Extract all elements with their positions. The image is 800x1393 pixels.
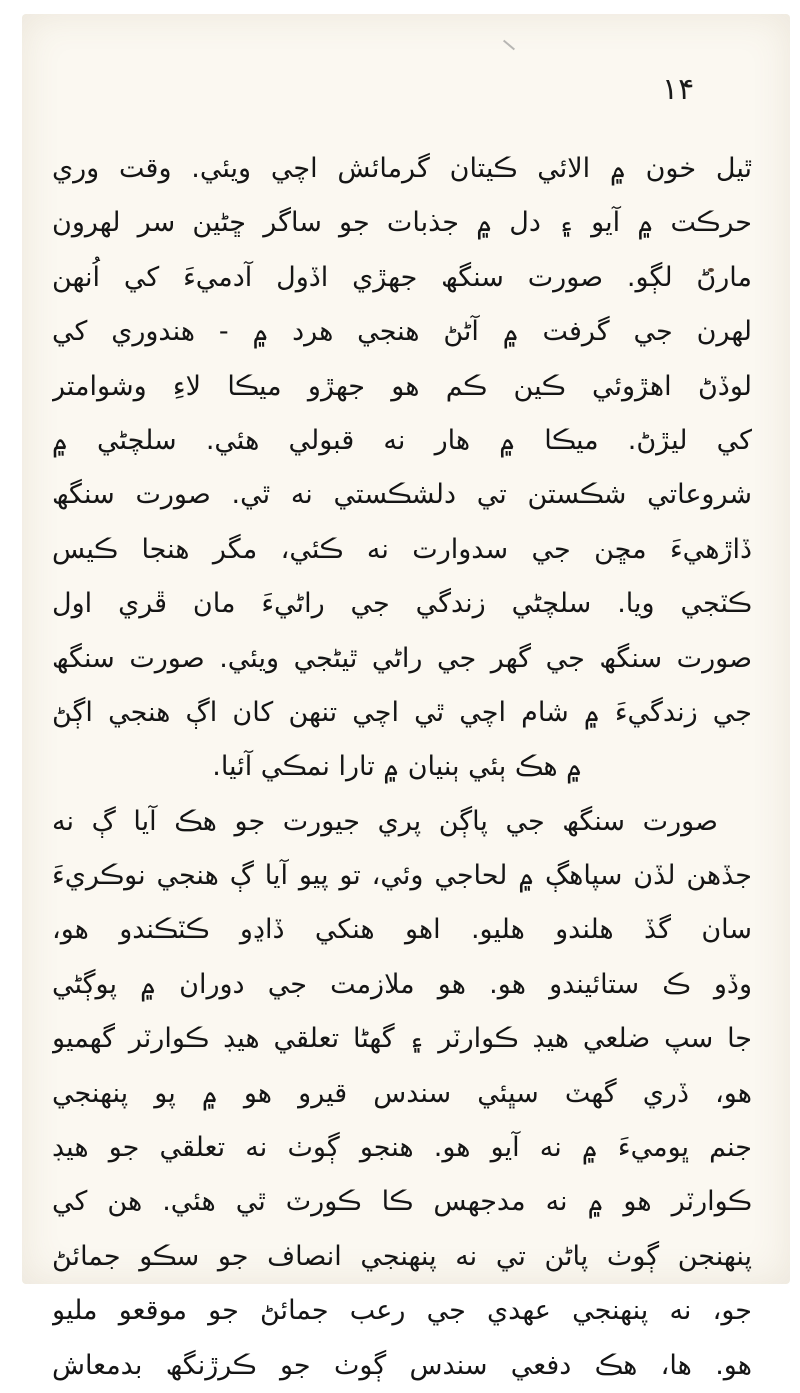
text-line: جنم ڀوميءَ ۾ نه آيو هو. هنجو ڳوٺ نه تعلقي جو هيڊ [52, 1132, 752, 1164]
text-line: مارڻ لڳو. صورت سنگھ جهڙي اڏول آدميءَ کي اُنهن [52, 261, 752, 293]
page-number: ١۴ [662, 72, 695, 107]
text-line-paragraph-start: صورت سنگھ جي پاڳن پري جيورت جو هڪ آيا ڳ نه [52, 805, 718, 837]
text-line: ڏاڙهيءَ مڇن جي سدوارت نه ڪئي، مگر هنجا ڪيس [52, 533, 752, 565]
text-line: هو. ها، هڪ دفعي سندس ڳوٺ جو ڪرڙنگھ بدمعاش [52, 1349, 752, 1381]
text-line: لهرن جي گرفت ۾ آڻڻ هنجي هرد ۾ - هندوري کي [52, 316, 752, 348]
text-line: کي ليڙڻ. ميڪا ۾ هار نه قبولي هئي. سلچڻي ۾ [52, 424, 752, 456]
text-line: ڪٽجي ويا. سلچڻي زندگي جي راڻيءَ مان ڦري اول [52, 588, 752, 620]
text-line: سان گڏ هلندو هليو. اهو هنکي ڏاڍو ڪٽڪندو هو، [52, 914, 752, 946]
text-line: جا سپ ضلعي هيڊ ڪوارٽر ۽ گهڻا تعلقي هيڊ ڪوارٽر گهميو [52, 1023, 752, 1055]
text-line-paragraph-end: ۾ هڪ ٻئي ٻنيان ۾ تارا نمڪي آئيا. [212, 751, 582, 783]
book-page [22, 14, 790, 1381]
text-line: جي زندگيءَ ۾ شام اچي ٿي اچي تنهن کان اڳ هنجي اڳڻ [52, 696, 752, 728]
text-line: جڏهن لڏن سپاهڳ ۾ لحاجي وئي، تو پيو آيا ڳ هنجي نوڪريءَ [52, 860, 752, 892]
body-text [52, 142, 752, 1393]
text-line: صورت سنگھ جي گهر جي راڻي ٿيڻجي ويئي. صورت سنگھ [52, 642, 752, 674]
text-line: شروعاتي شڪستن تي دلشڪستي نه ٿي. صورت سنگھ [52, 479, 752, 511]
text-line: لوڏڻ اهڙوئي ڪين ڪم هو جهڙو ميڪا لاءِ وشوامتر [52, 370, 752, 402]
text-line: حرڪت ۾ آيو ۽ دل ۾ جذبات جو ساگر ڇڻين سر لهرون [52, 207, 752, 239]
text-line: جو، نه پنهنجي عهدي جي رعب جمائڻ جو موقعو مليو [52, 1295, 752, 1327]
text-line: ٿيل خون ۾ الائي ڪيتان گرمائش اچي ويئي. وقت وري [52, 153, 752, 184]
paper-smudge [503, 40, 515, 51]
text-line: هو، ڏري گهٽ سڀئي سندس قيرو هو ۾ پو پنهنجي [52, 1077, 752, 1109]
text-line: ڪوارٽر هو ۾ نه مدجهس ڪا ڪورٽ ٿي هئي. هن کي [52, 1186, 752, 1218]
text-line: پنهنجن ڳوٺ پاڻن تي نه پنهنجي انصاف جو سڪو جمائڻ [52, 1240, 752, 1272]
text-line: وڏو ڪ ستائيندو هو. هو ملازمت جي دوران ۾ پوڳڻي [52, 968, 752, 1000]
